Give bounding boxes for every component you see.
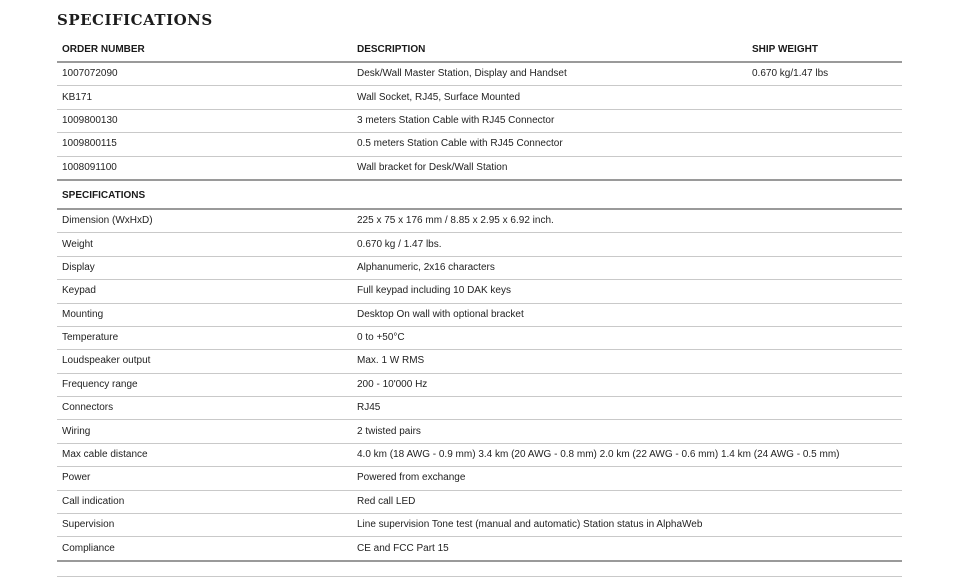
spec-value: Alphanumeric, 2x16 characters <box>352 256 902 279</box>
order-number-header: ORDER NUMBER <box>57 31 352 62</box>
table-row <box>57 326 902 349</box>
order-number-cell: 1009800115 <box>57 133 352 156</box>
table-row <box>57 156 902 180</box>
order-table-header-row <box>57 31 902 62</box>
spec-label: Loudspeaker output <box>57 350 352 373</box>
description-cell: 0.5 meters Station Cable with RJ45 Connector <box>352 133 747 156</box>
page-title: SPECIFICATIONS <box>57 11 213 29</box>
spec-value: 225 x 75 x 176 mm / 8.85 x 2.95 x 6.92 inch. <box>352 210 902 233</box>
spec-label: Supervision <box>57 514 352 537</box>
ship-weight-cell <box>747 109 902 132</box>
spec-label: Weight <box>57 233 352 256</box>
table-row <box>57 443 902 466</box>
spec-label: Call indication <box>57 490 352 513</box>
spec-value: 4.0 km (18 AWG - 0.9 mm) 3.4 km (20 AWG - 0.8 mm) 2.0 km (22 AWG - 0.6 mm) 1.4 km (24 AWG - 0.5 mm) <box>352 443 902 466</box>
spec-value: CE and FCC Part 15 <box>352 537 902 561</box>
spec-label: Keypad <box>57 280 352 303</box>
spec-label: Connectors <box>57 397 352 420</box>
specifications-table <box>57 210 902 562</box>
description-cell: Wall Socket, RJ45, Surface Mounted <box>352 86 747 109</box>
description-cell: Wall bracket for Desk/Wall Station <box>352 156 747 180</box>
table-row <box>57 303 902 326</box>
spec-label: Max cable distance <box>57 443 352 466</box>
spec-label: Display <box>57 256 352 279</box>
table-row <box>57 373 902 396</box>
table-row <box>57 514 902 537</box>
spec-value: Full keypad including 10 DAK keys <box>352 280 902 303</box>
table-row <box>57 256 902 279</box>
spec-label: Frequency range <box>57 373 352 396</box>
description-cell: 3 meters Station Cable with RJ45 Connector <box>352 109 747 132</box>
table-row <box>57 280 902 303</box>
table-row <box>57 210 902 233</box>
table-row <box>57 86 902 109</box>
ship-weight-cell <box>747 156 902 180</box>
ship-weight-cell <box>747 133 902 156</box>
table-row <box>57 133 902 156</box>
order-number-cell: 1009800130 <box>57 109 352 132</box>
spec-label: Mounting <box>57 303 352 326</box>
table-row <box>57 233 902 256</box>
spec-label: Power <box>57 467 352 490</box>
ship-weight-header: SHIP WEIGHT <box>747 31 902 62</box>
spec-value: RJ45 <box>352 397 902 420</box>
ship-weight-cell <box>747 86 902 109</box>
spec-value: Line supervision Tone test (manual and automatic) Station status in AlphaWeb <box>352 514 902 537</box>
order-number-cell: 1007072090 <box>57 62 352 86</box>
order-number-cell: 1008091100 <box>57 156 352 180</box>
spec-label: Wiring <box>57 420 352 443</box>
description-header: DESCRIPTION <box>352 31 747 62</box>
spec-label: Temperature <box>57 326 352 349</box>
table-row <box>57 62 902 86</box>
table-row <box>57 537 902 561</box>
spec-value: 200 - 10'000 Hz <box>352 373 902 396</box>
order-table <box>57 31 902 181</box>
bottom-divider <box>57 562 902 577</box>
spec-value: 0 to +50°C <box>352 326 902 349</box>
table-row <box>57 397 902 420</box>
spec-label: Dimension (WxHxD) <box>57 210 352 233</box>
table-row <box>57 467 902 490</box>
order-number-cell: KB171 <box>57 86 352 109</box>
table-row <box>57 350 902 373</box>
specifications-section-heading: SPECIFICATIONS <box>57 181 902 210</box>
spec-value: Red call LED <box>352 490 902 513</box>
ship-weight-cell: 0.670 kg/1.47 lbs <box>747 62 902 86</box>
spec-value: Max. 1 W RMS <box>352 350 902 373</box>
description-cell: Desk/Wall Master Station, Display and Handset <box>352 62 747 86</box>
spec-value: Desktop On wall with optional bracket <box>352 303 902 326</box>
spec-value: Powered from exchange <box>352 467 902 490</box>
table-row <box>57 420 902 443</box>
spec-value: 2 twisted pairs <box>352 420 902 443</box>
table-row <box>57 490 902 513</box>
spec-label: Compliance <box>57 537 352 561</box>
table-row <box>57 109 902 132</box>
spec-value: 0.670 kg / 1.47 lbs. <box>352 233 902 256</box>
spec-sheet <box>57 9 902 577</box>
